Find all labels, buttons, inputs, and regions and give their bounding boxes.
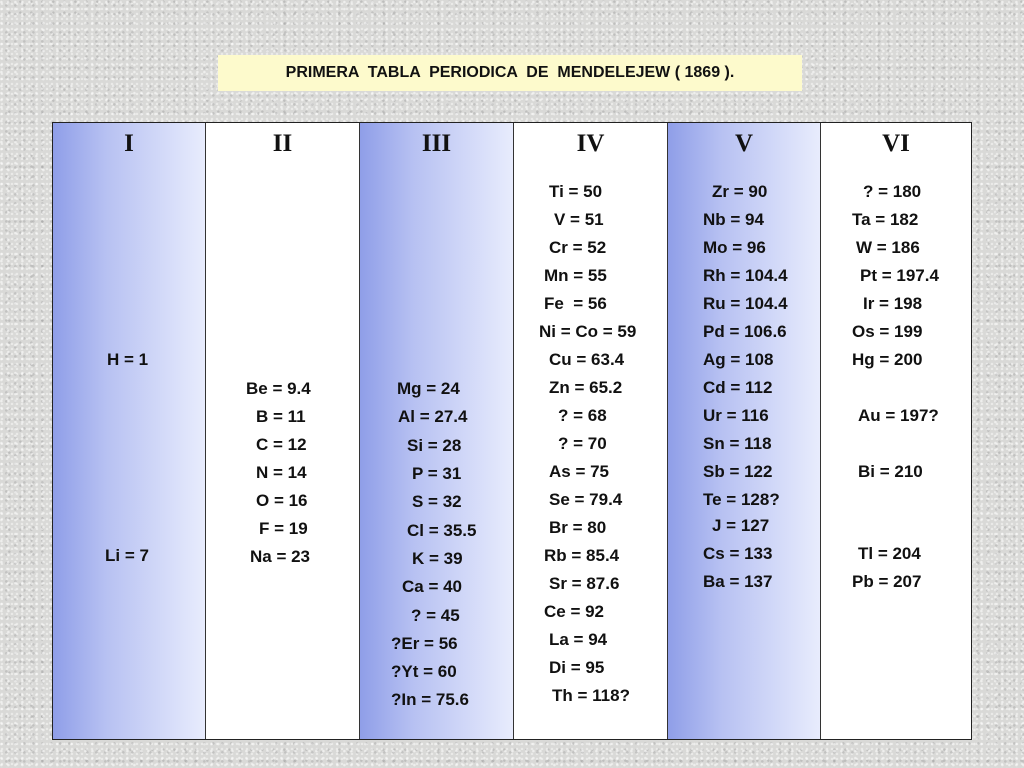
element-entry: Ru = 104.4 xyxy=(703,294,788,313)
element-entry: Cs = 133 xyxy=(703,544,773,563)
element-entry: ? = 68 xyxy=(558,406,607,425)
element-entry: Fe = 56 xyxy=(544,294,607,313)
element-entry: Zn = 65.2 xyxy=(549,378,623,397)
element-entry: Ur = 116 xyxy=(703,406,769,425)
element-entry: Se = 79.4 xyxy=(549,490,623,509)
column-group-4 xyxy=(514,123,668,739)
column-group-1 xyxy=(53,123,206,739)
element-entry: Pd = 106.6 xyxy=(703,322,787,341)
element-entry: Na = 23 xyxy=(250,547,311,566)
element-entry: Pt = 197.4 xyxy=(860,266,939,285)
element-entry: C = 12 xyxy=(256,435,307,454)
element-entry: Mn = 55 xyxy=(544,266,607,285)
element-entry: Cr = 52 xyxy=(549,238,607,257)
element-entry: S = 32 xyxy=(412,492,462,511)
element-entry: Sb = 122 xyxy=(703,462,773,481)
column-header: VI xyxy=(882,130,910,157)
periodic-table xyxy=(52,122,972,740)
element-entry: Pb = 207 xyxy=(852,572,922,591)
element-entry: Ni = Co = 59 xyxy=(539,322,637,341)
element-entry: Cd = 112 xyxy=(703,378,773,397)
element-entry: Rb = 85.4 xyxy=(544,546,620,565)
element-entry: Ag = 108 xyxy=(703,350,774,369)
element-entry: Ce = 92 xyxy=(544,602,605,621)
element-entry: H = 1 xyxy=(107,350,149,369)
element-entry: ?In = 75.6 xyxy=(391,690,469,709)
element-entry: ? = 45 xyxy=(411,606,460,625)
element-entry: Al = 27.4 xyxy=(398,407,468,426)
element-entry: W = 186 xyxy=(856,238,920,257)
element-entry: P = 31 xyxy=(412,464,462,483)
element-entry: As = 75 xyxy=(549,462,610,481)
element-entry: Cu = 63.4 xyxy=(549,350,625,369)
element-entry: Ca = 40 xyxy=(402,577,463,596)
element-entry: N = 14 xyxy=(256,463,307,482)
element-entry: Au = 197? xyxy=(858,406,939,425)
column-group-5 xyxy=(668,123,821,739)
page-title: PRIMERA TABLA PERIODICA DE MENDELEJEW ( 1869 ). xyxy=(218,55,802,91)
element-entry: Sn = 118 xyxy=(703,434,772,453)
column-header: III xyxy=(421,130,452,157)
element-entry: Nb = 94 xyxy=(703,210,764,229)
element-entry: Br = 80 xyxy=(549,518,607,537)
column-group-2 xyxy=(206,123,360,739)
element-entry: Li = 7 xyxy=(105,546,149,565)
column-header: I xyxy=(124,130,134,157)
element-entry: Mo = 96 xyxy=(703,238,766,257)
element-entry: Bi = 210 xyxy=(858,462,923,481)
column-group-6 xyxy=(821,123,971,739)
element-entry: Rh = 104.4 xyxy=(703,266,788,285)
column-group-3 xyxy=(360,123,514,739)
element-entry: Th = 118? xyxy=(552,686,630,705)
element-entry: F = 19 xyxy=(259,519,308,538)
element-entry: Hg = 200 xyxy=(852,350,923,369)
element-entry: ? = 180 xyxy=(863,182,922,201)
column-header: IV xyxy=(576,130,605,157)
element-entry: B = 11 xyxy=(256,407,306,426)
column-header: II xyxy=(272,130,293,157)
element-entry: Be = 9.4 xyxy=(246,379,311,398)
element-entry: J = 127 xyxy=(712,516,770,535)
element-entry: La = 94 xyxy=(549,630,608,649)
element-entry: Di = 95 xyxy=(549,658,605,677)
element-entry: Os = 199 xyxy=(852,322,923,341)
element-entry: Cl = 35.5 xyxy=(407,521,477,540)
element-entry: K = 39 xyxy=(412,549,463,568)
element-entry: O = 16 xyxy=(256,491,308,510)
column-header: V xyxy=(734,130,754,157)
element-entry: Si = 28 xyxy=(407,436,462,455)
element-entry: Sr = 87.6 xyxy=(549,574,620,593)
element-entry: Ir = 198 xyxy=(863,294,923,313)
element-entry: ?Yt = 60 xyxy=(391,662,457,681)
element-entry: Zr = 90 xyxy=(712,182,768,201)
element-entry: Ti = 50 xyxy=(549,182,603,201)
element-entry: Ba = 137 xyxy=(703,572,773,591)
element-entry: V = 51 xyxy=(554,210,604,229)
element-entry: ?Er = 56 xyxy=(391,634,458,653)
element-entry: Mg = 24 xyxy=(397,379,460,398)
element-entry: Tl = 204 xyxy=(858,544,921,563)
element-entry: ? = 70 xyxy=(558,434,607,453)
element-entry: Te = 128? xyxy=(703,490,780,509)
element-entry: Ta = 182 xyxy=(852,210,919,229)
